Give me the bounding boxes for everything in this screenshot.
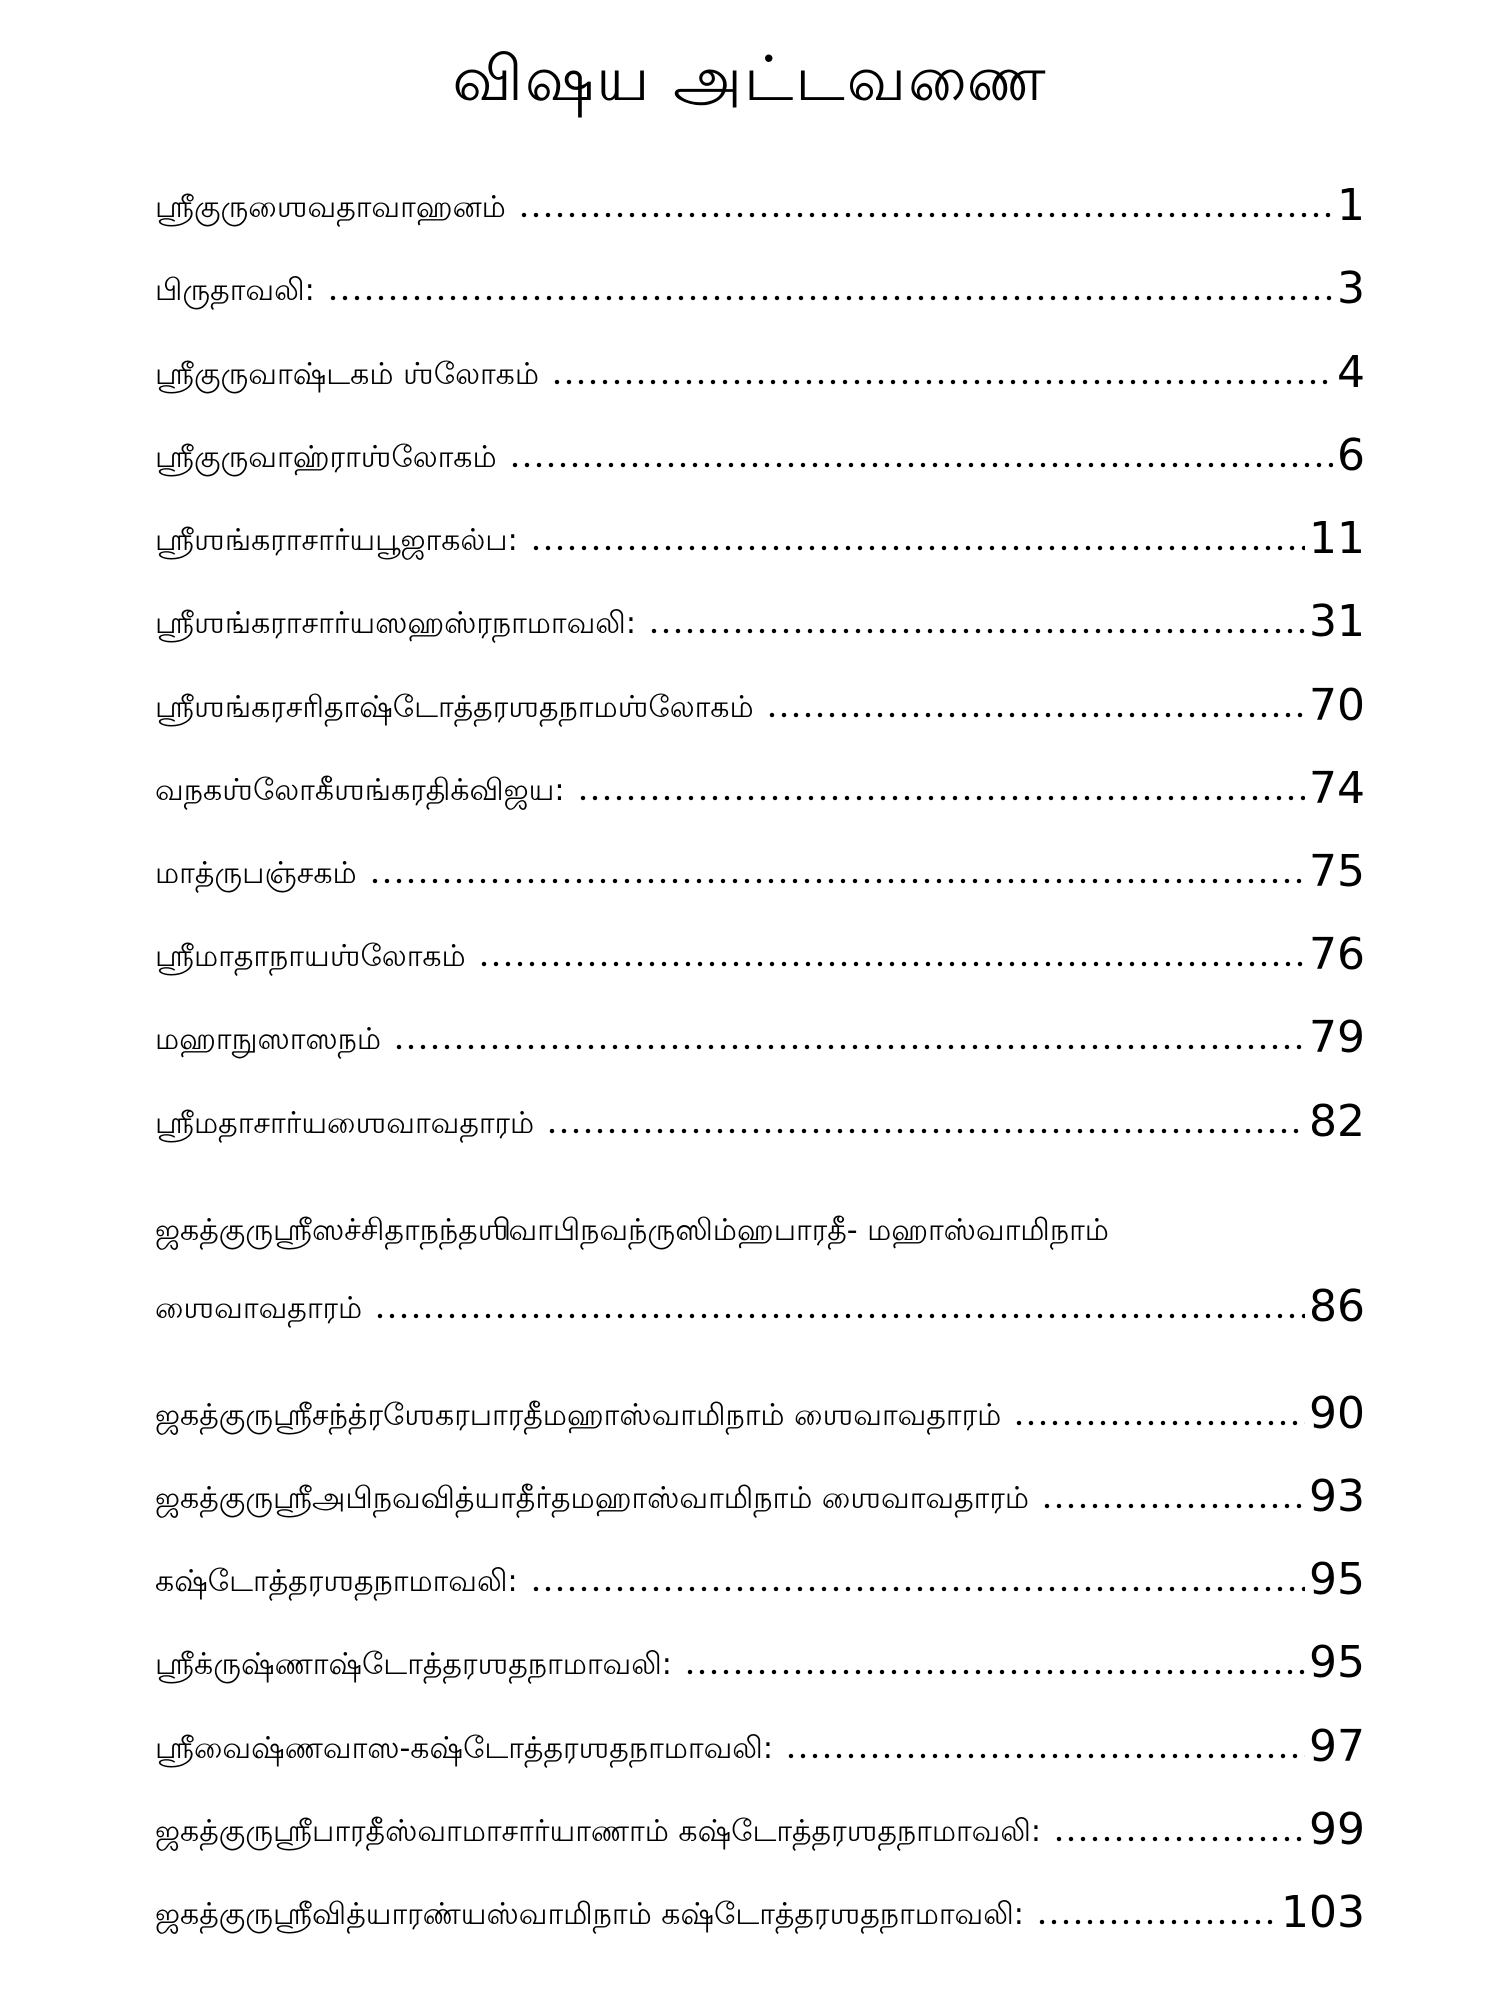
toc-entry: [155, 1211, 1365, 1333]
toc-entry: [155, 253, 1365, 315]
leader-dots: [1053, 1835, 1305, 1843]
toc-entry-label: மாத்ருபஞ்சகம்: [155, 856, 357, 891]
leader-dots: [1013, 1419, 1305, 1427]
toc-entry-page: 11: [1309, 513, 1365, 564]
leader-dots: [518, 211, 1333, 219]
toc-entry-page: 31: [1309, 596, 1365, 647]
toc-entry: [155, 1461, 1365, 1523]
toc-entry: [155, 1378, 1365, 1440]
toc-entry-page: 99: [1309, 1804, 1365, 1855]
toc-entry-page: 4: [1337, 347, 1365, 398]
toc-entry: [155, 670, 1365, 732]
toc-entry-label: பிருதாவலி:: [155, 273, 315, 308]
toc-entry-label: ஸ்ரீமாதாநாயஶ்லோகம்: [155, 939, 466, 974]
toc-entry-label: ஜகத்குருஶ்ரீசந்த்ரஶேகரபாரதீமஹாஸ்வாமிநாம் ஶைவாவதாரம்: [155, 1398, 1002, 1433]
leader-dots: [393, 1043, 1305, 1051]
toc-entry: [155, 586, 1365, 648]
toc-entry-page: 76: [1309, 929, 1365, 980]
toc-entry: [155, 337, 1365, 399]
leader-dots: [509, 461, 1333, 469]
toc-entry: [155, 919, 1365, 981]
toc-entry-label: ஸ்ரீகுருவாஷ்டகம் ஶ்லோகம்: [155, 357, 540, 392]
toc-entry-page: 86: [1309, 1281, 1365, 1332]
page-title: விஷய அட்டவணை: [452, 42, 1048, 115]
toc-entry-page: 97: [1309, 1721, 1365, 1772]
toc-entry-label: ஸ்ரீஶங்கரசரிதாஷ்டோத்தரஶதநாமஶ்லோகம்: [155, 690, 754, 725]
toc-entry-page: 95: [1309, 1637, 1365, 1688]
leader-dots: [684, 1668, 1305, 1676]
leader-dots: [374, 1312, 1305, 1320]
toc-entry-label: ஜகத்குருஶ்ரீவித்யாரண்யஸ்வாமிநாம் கஷ்டோத்தரஶதநாமாவலி:: [155, 1897, 1024, 1932]
toc-entry-page: 75: [1309, 846, 1365, 897]
toc-entry: [155, 1627, 1365, 1689]
toc-entry-page: 70: [1309, 680, 1365, 731]
leader-dots: [551, 378, 1333, 386]
toc-entry-page: 90: [1309, 1388, 1365, 1439]
toc-entry-page: 103: [1281, 1887, 1365, 1938]
leader-dots: [530, 544, 1305, 552]
toc-entry: [155, 420, 1365, 482]
leader-dots: [1036, 1918, 1277, 1926]
leader-dots: [530, 1585, 1305, 1593]
leader-dots: [546, 1127, 1305, 1135]
toc-entry: [155, 503, 1365, 565]
toc-entry-label: ஸ்ரீமதாசார்யஶைவாவதாரம்: [155, 1106, 535, 1141]
toc-entry-label: ஸ்ரீக்ருஷ்ணாஷ்டோத்தரஶதநாமாவலி:: [155, 1647, 672, 1682]
toc-entry: [155, 836, 1365, 898]
toc-entry: [155, 1711, 1365, 1773]
toc-entry-page: 6: [1337, 430, 1365, 481]
toc-entry-label: மஹாநுஸாஸநம்: [155, 1022, 382, 1057]
toc-entry-page: 93: [1309, 1471, 1365, 1522]
toc-entry: [155, 1544, 1365, 1606]
toc-entry-page: 82: [1309, 1096, 1365, 1147]
toc-entry: [155, 1877, 1365, 1939]
toc-entry-label-first-line: ஜகத்குருஶ்ரீஸச்சிதாநந்தஶிவாபிநவந்ருஸிம்ஹபாரதீ- மஹாஸ்வாமிநாம்: [155, 1213, 1109, 1248]
toc-entry-label: ஜகத்குருஶ்ரீஅபிநவவித்யாதீர்தமஹாஸ்வாமிநாம் ஶைவாவதாரம்: [155, 1481, 1029, 1516]
leader-dots: [766, 711, 1305, 719]
toc-entry: [155, 753, 1365, 815]
toc-entry-label: ஸ்ரீஶங்கராசார்யஸஹஸ்ரநாமாவலி:: [155, 606, 636, 641]
toc-entry-page: 74: [1309, 763, 1365, 814]
toc-entry-page: 3: [1337, 263, 1365, 314]
toc-entry-label: கஷ்டோத்தரஶதநாமாவலி:: [155, 1564, 518, 1599]
toc-entry: [155, 170, 1365, 232]
toc-entry: [155, 1794, 1365, 1856]
toc-entry-label: ஸ்ரீகுருவாஹ்ராஶ்லோகம்: [155, 440, 497, 475]
toc-entry-label: ஸ்ரீவைஷ்ணவாஸ-கஷ்டோத்தரஶதநாமாவலி:: [155, 1731, 773, 1766]
toc-entry-label: ஶைவாவதாரம்: [155, 1291, 363, 1326]
toc-entry: [155, 1086, 1365, 1148]
leader-dots: [577, 794, 1305, 802]
leader-dots: [478, 960, 1305, 968]
leader-dots: [327, 294, 1333, 302]
toc-entry: [155, 1002, 1365, 1064]
toc-entry-page: 95: [1309, 1554, 1365, 1605]
leader-dots: [369, 877, 1305, 885]
toc-entry-label: ஸ்ரீகுருஶைவதாவாஹனம்: [155, 190, 506, 225]
toc-entry-label: ஸ்ரீஶங்கராசார்யபூஜாகல்ப:: [155, 523, 518, 558]
leader-dots: [785, 1752, 1305, 1760]
leader-dots: [648, 627, 1305, 635]
toc-entry-second-line: [155, 1281, 1365, 1333]
toc-entry-label: வநகஶ்லோகீஶங்கரதிக்விஜய:: [155, 773, 565, 808]
toc-entry-page: 79: [1309, 1012, 1365, 1063]
toc-entry-page: 1: [1337, 180, 1365, 231]
leader-dots: [1041, 1502, 1305, 1510]
toc-entry-label: ஜகத்குருஶ்ரீபாரதீஸ்வாமாசார்யாணாம் கஷ்டோத்தரஶதநாமாவலி:: [155, 1814, 1042, 1849]
